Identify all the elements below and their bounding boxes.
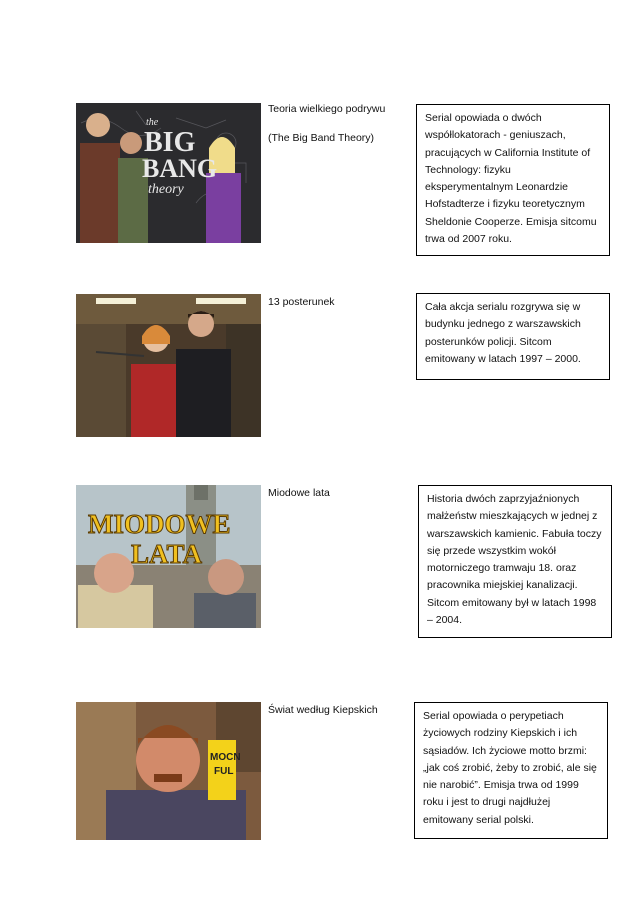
series-description: Cała akcja serialu rozgrywa się w budynku jednego z warszawskich posterunków policji. Sitcom emitowany w latach 1997 – 2000.: [416, 293, 610, 380]
poster-logo-text: MOCN: [210, 752, 241, 763]
poster-logo-text: MIODOWE: [88, 509, 231, 539]
poster-image-swiat-wedlug-kiepskich: [76, 702, 261, 840]
series-title: Miodowe lata: [268, 487, 330, 499]
series-description: Historia dwóch zaprzyjaźnionych małżeństw mieszkających w jednej z warszawskich kamienic. Fabuła toczy się przede wszystkim wokół motorniczego tramwaju 18. oraz pracownika miejskiej kanalizacji. Sitcom emitowany był w latach 1998 – 2004.: [418, 485, 612, 638]
svg-text:FUL: FUL: [214, 766, 234, 777]
poster-image-big-bang-theory: [76, 103, 261, 243]
svg-text:theory: theory: [148, 182, 184, 197]
poster-logo-text: the: [146, 117, 159, 128]
series-description: Serial opowiada o dwóch współlokatorach - geniuszach, pracujących w California Institute of Technology: fizyku eksperymentalnym Leonardzie Hofstadterze i fizyku teoretycznym Sheldonie Cooperze. Emisja sitcomu trwa od 2007 roku.: [416, 104, 610, 256]
series-title: 13 posterunek: [268, 296, 335, 308]
poster-image-13-posterunek: [76, 294, 261, 437]
svg-text:BIG: BIG: [144, 127, 196, 158]
svg-text:BANG: BANG: [142, 154, 218, 183]
svg-text:LATA: LATA: [131, 539, 203, 569]
poster-image-miodowe-lata: [76, 485, 261, 628]
series-title: Teoria wielkiego podrywu: [268, 103, 386, 115]
series-description: Serial opowiada o perypetiach życiowych rodziny Kiepskich i ich sąsiadów. Ich życiowe motto brzmi: „jak coś zrobić, żeby to zrobić, ale się nie narobić”. Emisja trwa od 1999 roku i jest to drugi najdłużej emitowany serial polski.: [414, 702, 608, 839]
series-title: Świat według Kiepskich: [268, 704, 378, 716]
series-original-title: (The Big Band Theory): [268, 132, 375, 144]
